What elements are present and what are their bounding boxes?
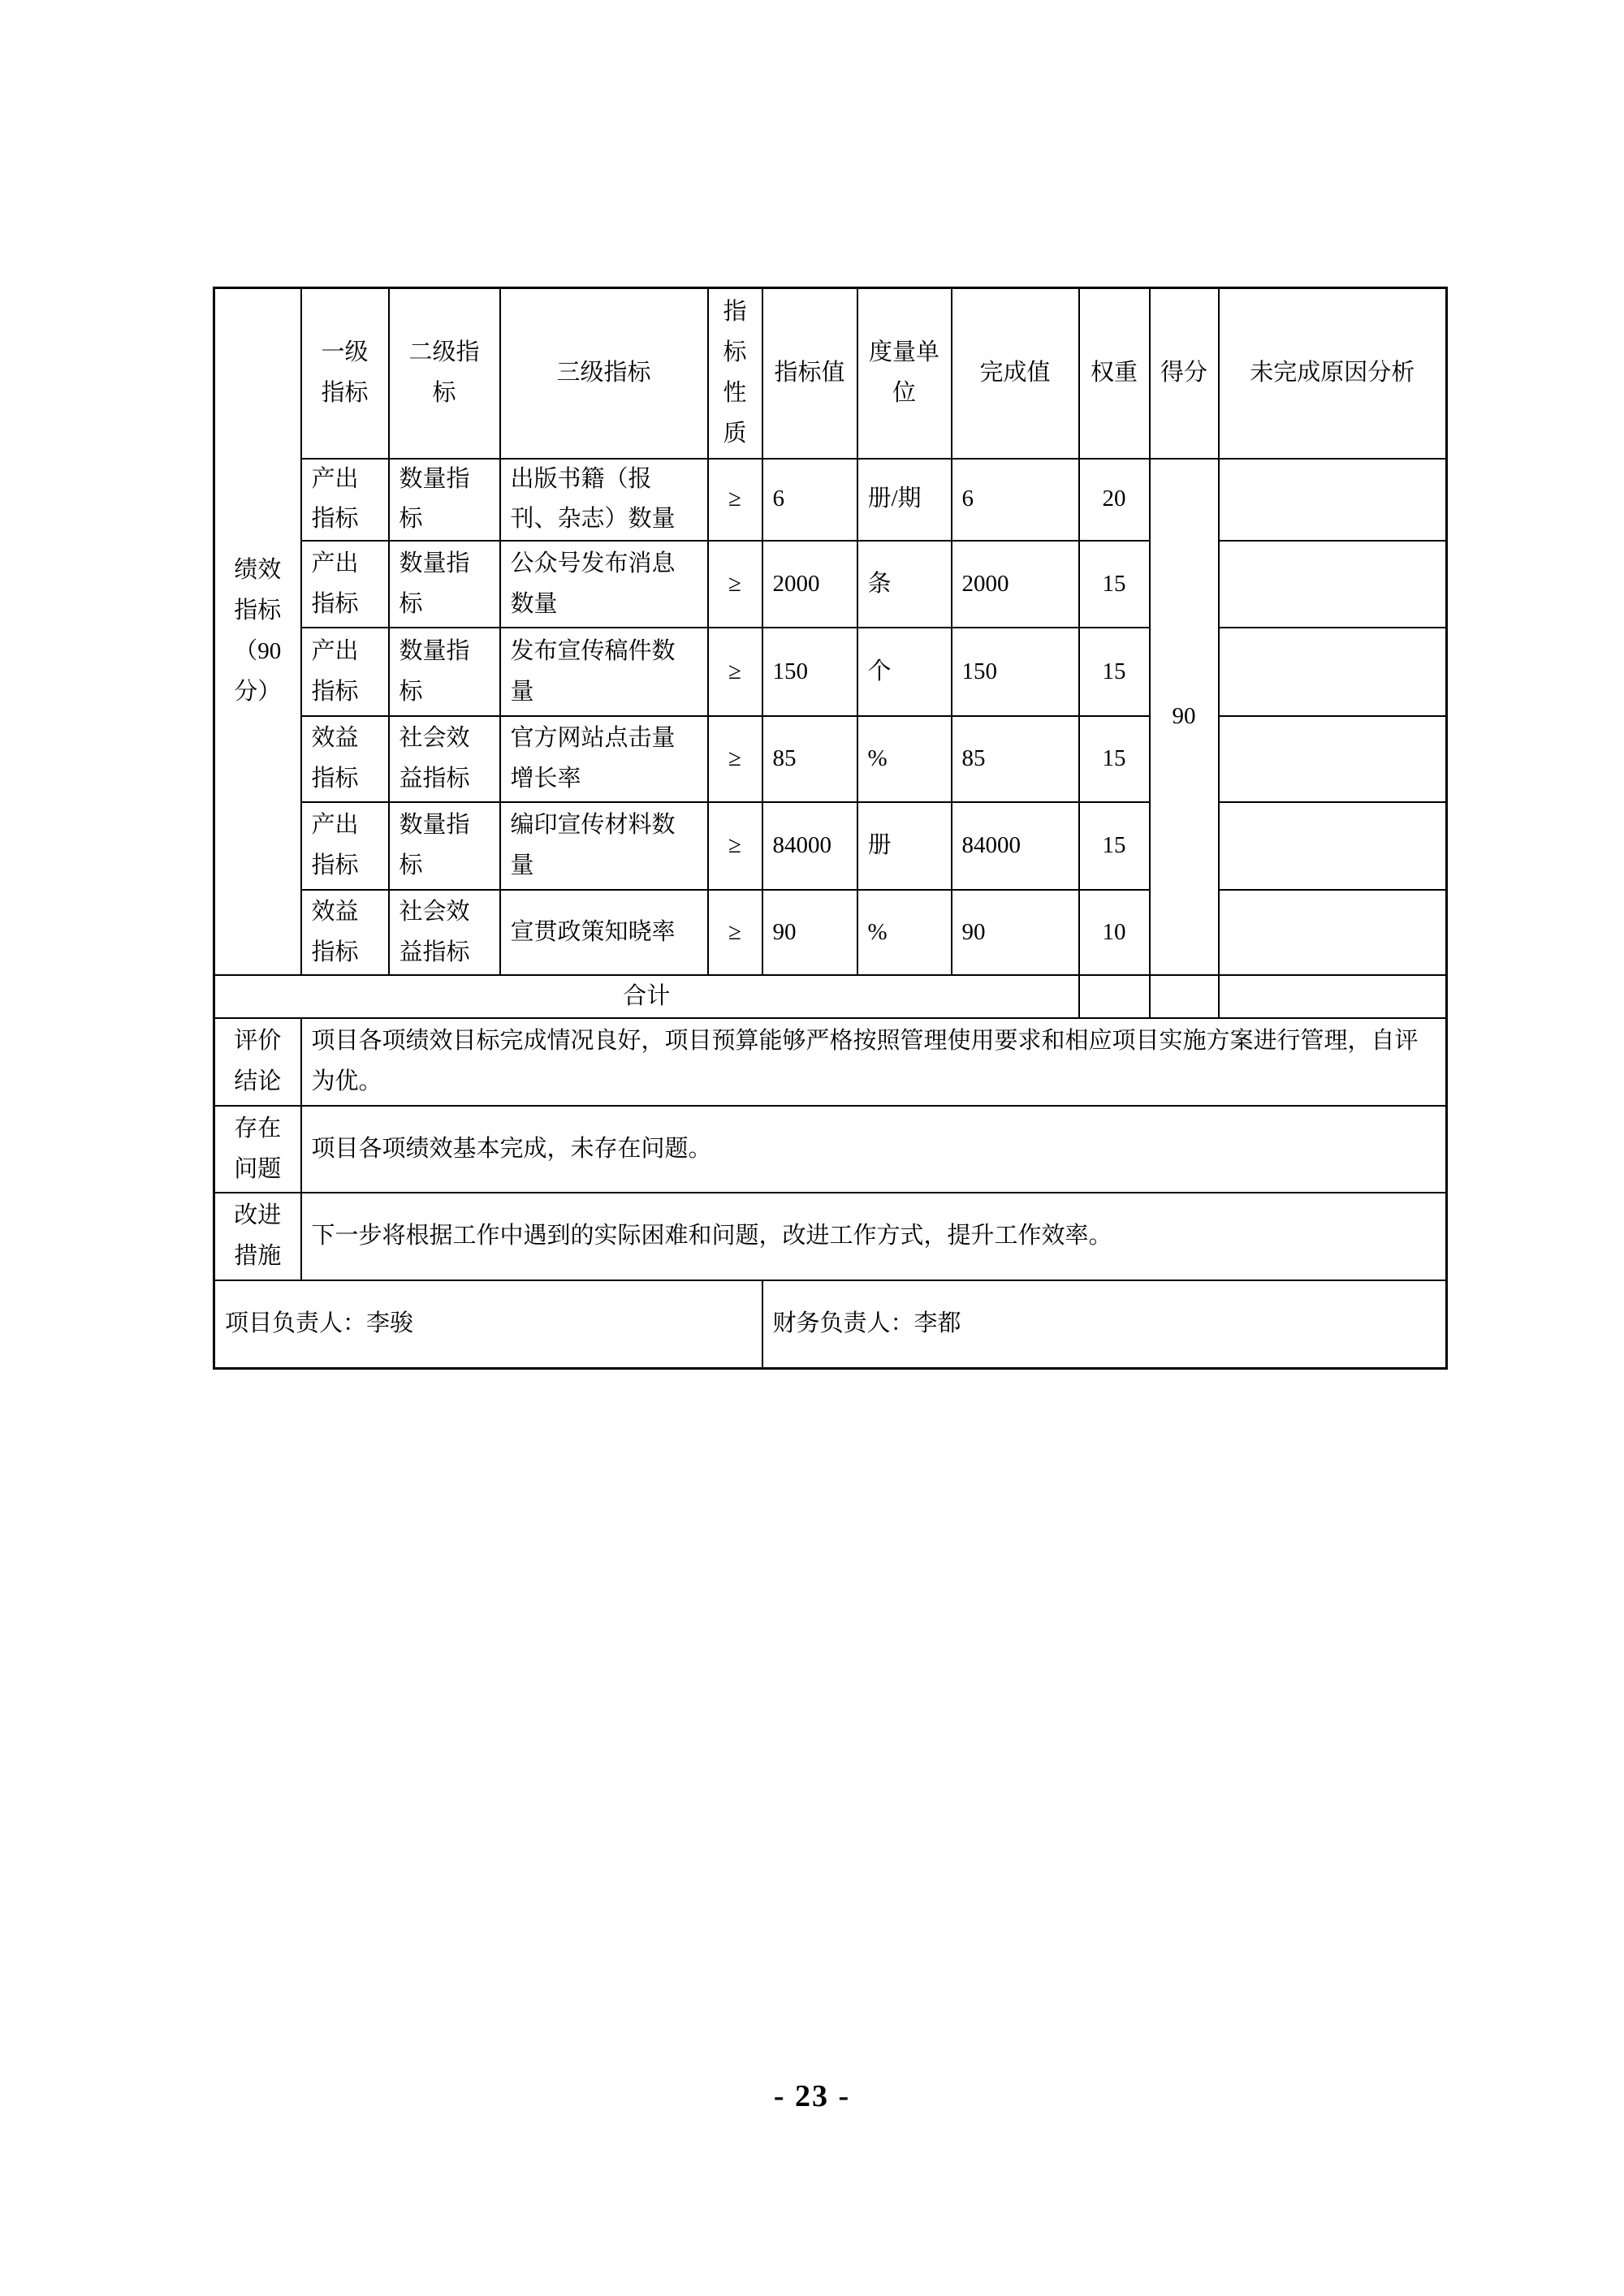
- reason-cell: [1219, 716, 1447, 802]
- level3-cell: 编印宣传材料数量: [500, 802, 708, 890]
- level1-cell: 产出指标: [301, 541, 389, 628]
- total-row: [214, 975, 1447, 1018]
- level2-cell: 社会效益指标: [389, 890, 500, 975]
- project-manager-signature: 项目负责人：李骏: [214, 1280, 762, 1368]
- col-header-actual: 完成值: [952, 288, 1079, 459]
- level1-cell: 效益指标: [301, 890, 389, 975]
- col-header-level3: 三级指标: [500, 288, 708, 459]
- level1-cell: 效益指标: [301, 716, 389, 802]
- target-cell: 84000: [762, 802, 857, 890]
- level2-cell: 数量指标: [389, 802, 500, 890]
- nature-cell: ≥: [708, 802, 762, 890]
- nature-cell: ≥: [708, 541, 762, 628]
- table-row: [214, 802, 1447, 890]
- problems-label: 存在问题: [214, 1106, 301, 1193]
- target-cell: 85: [762, 716, 857, 802]
- nature-cell: ≥: [708, 716, 762, 802]
- col-header-weight: 权重: [1079, 288, 1150, 459]
- target-cell: 2000: [762, 541, 857, 628]
- col-header-target: 指标值: [762, 288, 857, 459]
- improvement-label: 改进措施: [214, 1193, 301, 1280]
- evaluation-label: 评价结论: [214, 1018, 301, 1106]
- reason-cell: [1219, 628, 1447, 716]
- table-row: [214, 890, 1447, 975]
- nature-cell: ≥: [708, 890, 762, 975]
- target-cell: 150: [762, 628, 857, 716]
- nature-cell: ≥: [708, 628, 762, 716]
- unit-cell: 册/期: [857, 459, 952, 542]
- unit-cell: %: [857, 890, 952, 975]
- reason-cell: [1219, 802, 1447, 890]
- actual-cell: 84000: [952, 802, 1079, 890]
- weight-cell: 15: [1079, 628, 1150, 716]
- col-header-reason: 未完成原因分析: [1219, 288, 1447, 459]
- weight-cell: 15: [1079, 541, 1150, 628]
- level1-cell: 产出指标: [301, 628, 389, 716]
- col-header-unit: 度量单位: [857, 288, 952, 459]
- col-header-level1: 一级指标: [301, 288, 389, 459]
- unit-cell: 个: [857, 628, 952, 716]
- total-label-cell: 合计: [214, 975, 1079, 1018]
- level3-cell: 出版书籍（报刊、杂志）数量: [500, 459, 708, 542]
- weight-cell: 20: [1079, 459, 1150, 542]
- group-label-cell: 绩效指标（90分）: [214, 288, 301, 976]
- table-row: [214, 628, 1447, 716]
- actual-cell: 90: [952, 890, 1079, 975]
- total-score-cell: [1150, 975, 1219, 1018]
- actual-cell: 2000: [952, 541, 1079, 628]
- weight-cell: 10: [1079, 890, 1150, 975]
- header-row: [214, 288, 1447, 459]
- table-row: [214, 716, 1447, 802]
- performance-self-evaluation-table: [213, 287, 1448, 1370]
- actual-cell: 150: [952, 628, 1079, 716]
- problems-text: 项目各项绩效基本完成，未存在问题。: [301, 1106, 1447, 1193]
- level3-cell: 公众号发布消息数量: [500, 541, 708, 628]
- evaluation-text: 项目各项绩效目标完成情况良好，项目预算能够严格按照管理使用要求和相应项目实施方案进行管理，自评为优。: [301, 1018, 1447, 1106]
- table-row: [214, 541, 1447, 628]
- col-header-level2: 二级指标: [389, 288, 500, 459]
- level2-cell: 社会效益指标: [389, 716, 500, 802]
- level3-cell: 官方网站点击量增长率: [500, 716, 708, 802]
- level1-cell: 产出指标: [301, 459, 389, 542]
- signature-row: [214, 1280, 1447, 1368]
- total-weight-cell: [1079, 975, 1150, 1018]
- improvement-row: [214, 1193, 1447, 1280]
- level2-cell: 数量指标: [389, 541, 500, 628]
- improvement-text: 下一步将根据工作中遇到的实际困难和问题，改进工作方式，提升工作效率。: [301, 1193, 1447, 1280]
- score-cell: 90: [1150, 459, 1219, 976]
- reason-cell: [1219, 541, 1447, 628]
- weight-cell: 15: [1079, 716, 1150, 802]
- total-reason-cell: [1219, 975, 1447, 1018]
- evaluation-row: [214, 1018, 1447, 1106]
- unit-cell: %: [857, 716, 952, 802]
- level3-cell: 发布宣传稿件数量: [500, 628, 708, 716]
- reason-cell: [1219, 890, 1447, 975]
- level3-cell: 宣贯政策知晓率: [500, 890, 708, 975]
- target-cell: 6: [762, 459, 857, 542]
- reason-cell: [1219, 459, 1447, 542]
- table-row: [214, 459, 1447, 542]
- finance-manager-signature: 财务负责人：李都: [762, 1280, 1447, 1368]
- level2-cell: 数量指标: [389, 459, 500, 542]
- problems-row: [214, 1106, 1447, 1193]
- page-number: - 23 -: [773, 2079, 851, 2113]
- target-cell: 90: [762, 890, 857, 975]
- level1-cell: 产出指标: [301, 802, 389, 890]
- nature-cell: ≥: [708, 459, 762, 542]
- actual-cell: 6: [952, 459, 1079, 542]
- col-header-score: 得分: [1150, 288, 1219, 459]
- actual-cell: 85: [952, 716, 1079, 802]
- weight-cell: 15: [1079, 802, 1150, 890]
- col-header-nature: 指标性质: [708, 288, 762, 459]
- unit-cell: 条: [857, 541, 952, 628]
- level2-cell: 数量指标: [389, 628, 500, 716]
- unit-cell: 册: [857, 802, 952, 890]
